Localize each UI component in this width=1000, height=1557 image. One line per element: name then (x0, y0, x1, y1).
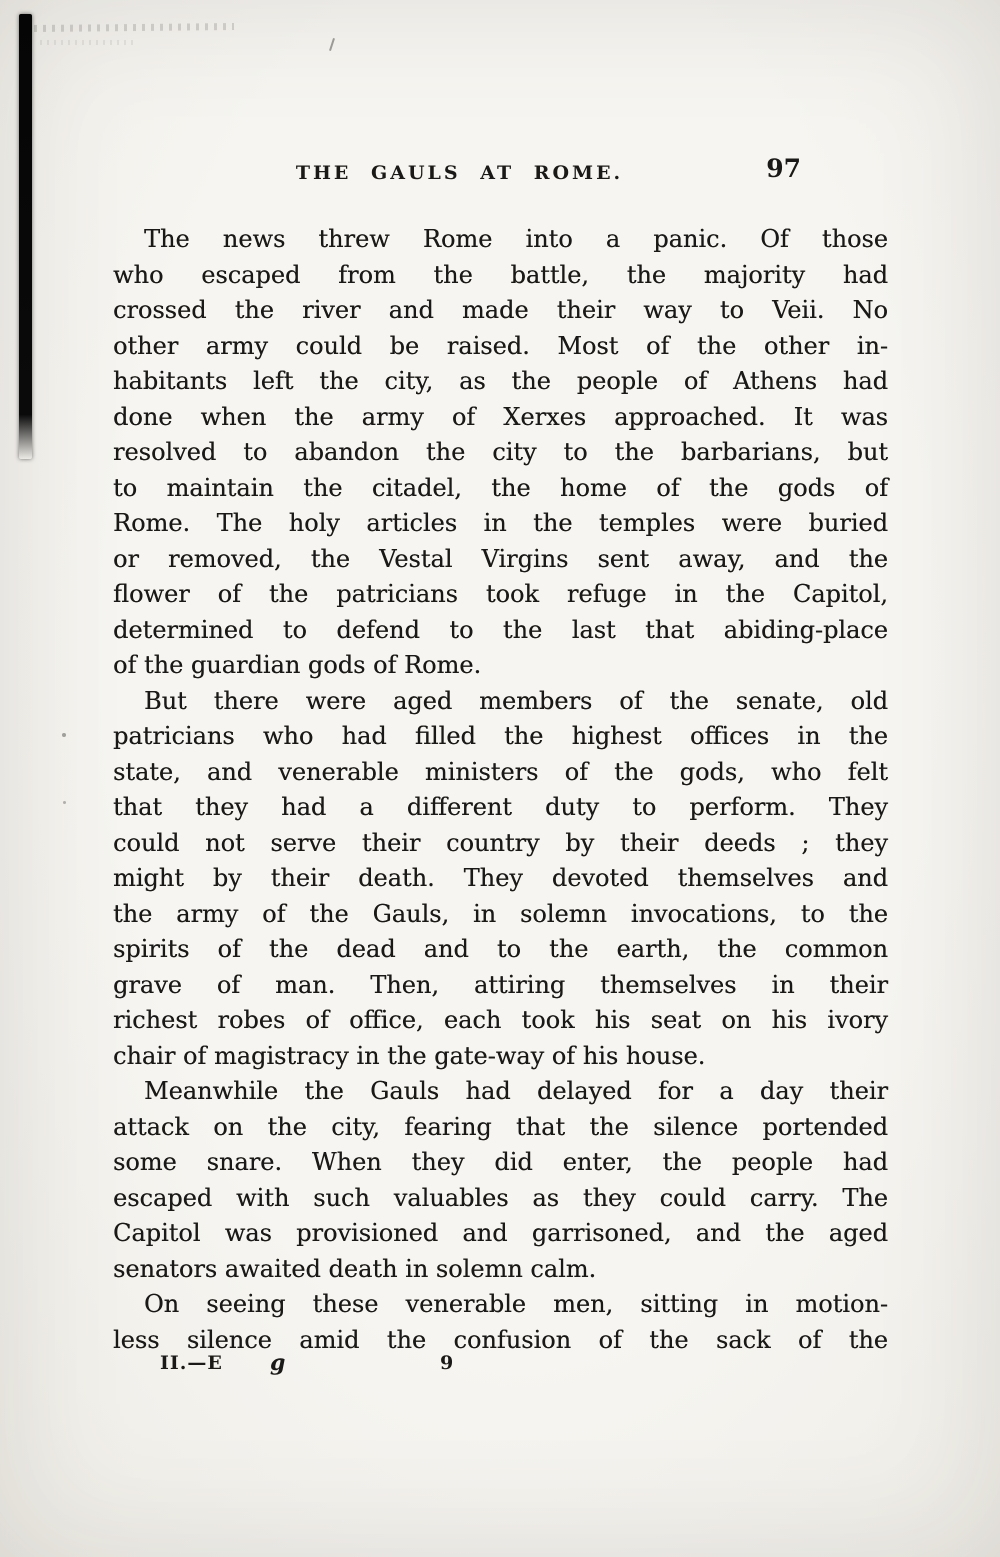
text-line: could not serve their country by their deeds ; they (113, 828, 888, 857)
text-line: patricians who had filled the highest offices in the (113, 722, 888, 750)
text-line: Rome. The holy articles in the temples were buried (113, 509, 888, 537)
text-line: resolved to abandon the city to the barbarians, but (113, 438, 888, 466)
text-line: spirits of the dead and to the earth, the common (113, 935, 888, 963)
paragraph-1 (113, 222, 888, 684)
text-line: determined to defend to the last that abiding-place (113, 615, 888, 644)
text-line: But there were aged members of the senate, old (144, 686, 888, 715)
page-header (113, 154, 888, 222)
text-line: of the guardian gods of Rome. (113, 651, 482, 679)
text-line: that they had a different duty to perform. They (113, 793, 888, 821)
scan-noise (63, 801, 66, 804)
footer-number: 9 (440, 1352, 454, 1374)
text-line: The news threw Rome into a panic. Of those (144, 225, 888, 253)
scan-noise (34, 23, 234, 32)
page-footer (113, 1350, 888, 1378)
running-title: THE GAULS AT ROME. (295, 162, 624, 184)
text-line: or removed, the Vestal Virgins sent away, and the (113, 544, 888, 573)
text-line: grave of man. Then, attiring themselves in their (113, 970, 888, 999)
scan-noise (62, 733, 66, 737)
text-line: crossed the river and made their way to Veii. No (113, 296, 888, 324)
text-line: Capitol was provisioned and garrisoned, and the aged (113, 1219, 888, 1247)
paragraph-2 (113, 684, 888, 1075)
text-line: to maintain the citadel, the home of the gods of (113, 473, 888, 502)
scan-binding-mark (19, 14, 32, 459)
text-line: Meanwhile the Gauls had delayed for a day their (144, 1077, 888, 1105)
text-line: less silence amid the confusion of the sack of the (113, 1325, 888, 1354)
catchword: g (270, 1350, 286, 1376)
text-line: other army could be raised. Most of the other in- (113, 331, 888, 360)
text-line: attack on the city, fearing that the silence portended (113, 1112, 888, 1141)
text-line: who escaped from the battle, the majority had (113, 260, 888, 289)
text-line: some snare. When they did enter, the people had (113, 1148, 888, 1176)
text-line: senators awaited death in solemn calm. (113, 1254, 597, 1283)
paragraph-4 (113, 1287, 888, 1358)
text-line: state, and venerable ministers of the gods, who felt (113, 757, 888, 786)
text-line: the army of the Gauls, in solemn invocations, to the (113, 899, 888, 928)
page-content (113, 154, 888, 1376)
text-line: flower of the patricians took refuge in the Capitol, (113, 580, 888, 608)
text-line: habitants left the city, as the people of Athens had (113, 367, 888, 395)
text-line: On seeing these venerable men, sitting in motion- (144, 1290, 888, 1318)
text-line: richest robes of office, each took his seat on his ivory (113, 1006, 888, 1034)
text-line: might by their death. They devoted themselves and (113, 864, 888, 892)
text-line: escaped with such valuables as they could carry. The (113, 1183, 888, 1212)
scan-noise (329, 38, 335, 51)
scan-noise (40, 40, 135, 45)
paragraph-3 (113, 1074, 888, 1287)
signature-mark: II.—E (160, 1352, 223, 1374)
page-number: 97 (766, 154, 801, 183)
page-body (113, 222, 888, 1358)
text-line: done when the army of Xerxes approached. It was (113, 402, 888, 431)
text-line: chair of magistracy in the gate-way of his house. (113, 1041, 706, 1070)
